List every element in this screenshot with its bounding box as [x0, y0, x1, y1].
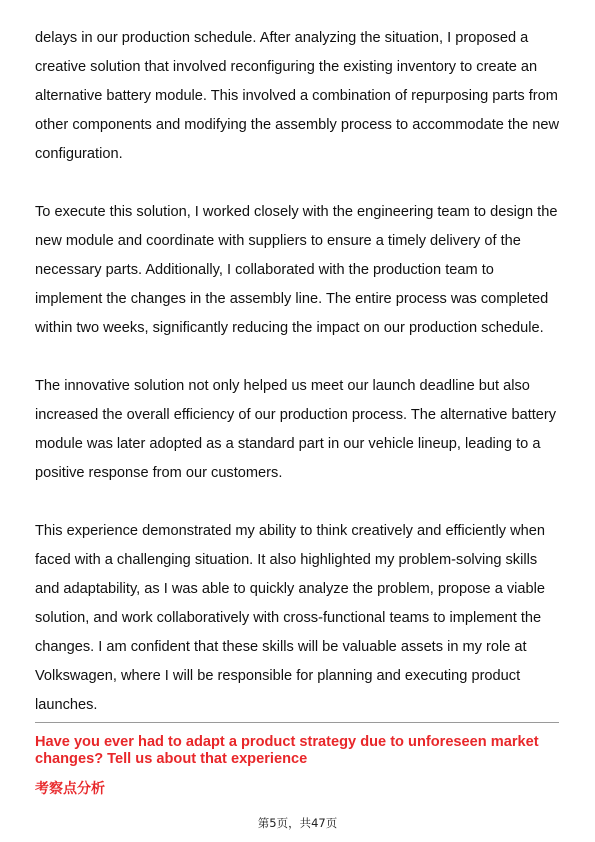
analysis-label: 考察点分析	[35, 781, 105, 797]
question-heading: Have you ever had to adapt a product strategy due to unforeseen market changes? Tell us about that experience	[35, 734, 539, 767]
section-divider	[35, 722, 559, 723]
answer-paragraph: To execute this solution, I worked closely with the engineering team to design the new module and coordinate with suppliers to ensure a timely delivery of the necessary parts. Additionally, I collaborated with the production team to implement the changes in the assembly line. The entire process was completed within two weeks, significantly reducing the impact on our production schedule.	[35, 204, 558, 336]
answer-body	[35, 24, 560, 720]
page-number: 第5页，共47页	[257, 816, 338, 830]
answer-paragraph: The innovative solution not only helped us meet our launch deadline but also increased the overall efficiency of our production process. The alternative battery module was later adopted as a standard part in our vehicle lineup, leading to a positive response from our customers.	[35, 378, 557, 481]
answer-paragraph: delays in our production schedule. After analyzing the situation, I proposed a creative solution that involved reconfiguring the existing inventory to create an alternative battery module. This involved a combination of repurposing parts from other components and modifying the assembly process to accommodate the new configuration.	[35, 30, 560, 162]
answer-paragraph: This experience demonstrated my ability to think creatively and efficiently when faced with a challenging situation. It also highlighted my problem-solving skills and adaptability, as I was able to quickly analyze the problem, propose a viable solution, and work collaboratively with cross-functional teams to implement the changes. I am confident that these skills will be valuable assets in my role at Volkswagen, where I will be responsible for planning and executing product launches.	[35, 523, 546, 713]
